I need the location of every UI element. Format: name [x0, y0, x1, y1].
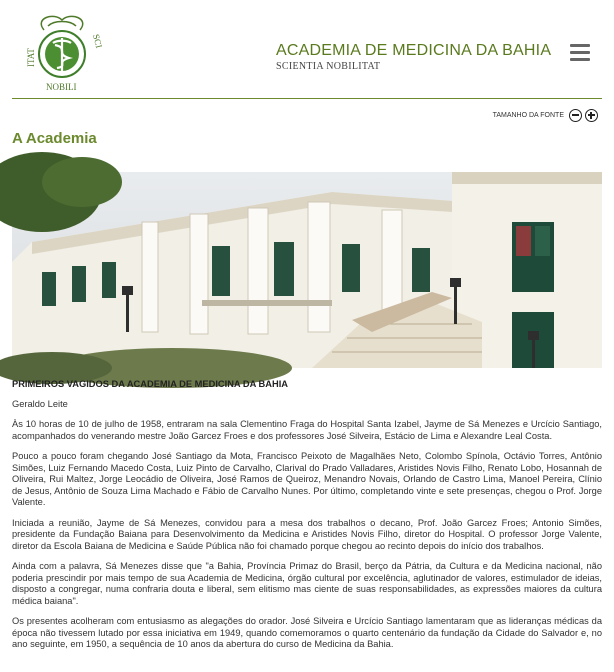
site-subtitle: SCIENTIA NOBILITAT	[276, 61, 381, 72]
svg-text:NOBILI: NOBILI	[46, 82, 77, 92]
font-size-controls	[493, 109, 598, 122]
svg-text:ITAT: ITAT	[26, 48, 36, 67]
article-author: Geraldo Leite	[12, 398, 68, 409]
site-title[interactable]: ACADEMIA DE MEDICINA DA BAHIA	[276, 42, 552, 59]
minus-circle-icon[interactable]	[569, 109, 582, 122]
menu-line	[570, 51, 590, 54]
article-heading: PRIMEIROS VAGIDOS DA ACADEMIA DE MEDICINA DA BAHIA	[12, 379, 288, 389]
menu-line	[570, 58, 590, 61]
font-size-label: TAMANHO DA FONTE	[492, 112, 564, 119]
plus-circle-icon[interactable]	[585, 109, 598, 122]
academy-building-photo	[12, 172, 602, 368]
article-paragraph: Os presentes acolheram com entusiasmo as alegações do orador. José Silveira e Urcício Santiago lamentaram que as lideranças médicas da época não tivessem lutado por essa iniciativa em 1949, quando comemoramos o quarto centenário da fundação da Cidade do Salvador e, no ano seguinte, em 1950, a sequência de 10 anos da abertura do curso de Medicina da Bahia.	[12, 616, 602, 649]
article-paragraph: Iniciada a reunião, Jayme de Sá Menezes, convidou para a mesa dos trabalhos o decano, Prof. João Garcez Froes; Antonio Simões, presidente da Fundação Baiana para Desenvolvimento da Medicina e Aristides Novis Filho, diretor do Hospital. O professor Jorge Valente, diretor da Escola Baiana de Medicina e Saúde Pública não foi chamado porque chegou ao recinto depois do início dos trabalhos.	[12, 517, 602, 551]
menu-line	[570, 44, 590, 47]
article-content	[12, 379, 602, 660]
header-divider	[12, 98, 602, 99]
svg-text:SCI: SCI	[90, 33, 105, 50]
academy-logo[interactable]	[24, 10, 105, 94]
article-paragraph: Pouco a pouco foram chegando José Santiago da Mota, Francisco Peixoto de Magalhães Neto, Colombo Spínola, Octávio Torres, Antônio Simões, Luiz Fernando Macedo Costa, Luiz Pinto de Carvalho, Clarival do Prado Valladares, Aristides Novis Filho, Renato Lobo, Hosannah de Oliveira, Rui Maltez, Jorge Leocádio de Oliveira, José Ramos de Queiroz, Menandro Novais, Orlando de Castro Lima, Manoel Pereira, Clínio de Jesus, Antônio de Souza Lima Machado e Fábio de Carvalho Nunes. Por último, completando vinte e sete presenças, chegou o Prof. Jorge Valente.	[12, 451, 602, 507]
hamburger-menu-icon[interactable]	[570, 44, 590, 62]
page-title: A Academia	[12, 130, 97, 147]
article-paragraph: Às 10 horas de 10 de julho de 1958, entraram na sala Clementino Fraga do Hospital Santa Izabel, Jayme de Sá Menezes e Urcício Santiago, acompanhados do venerando mestre João Garcez Froes e dos professores José Silveira, Estácio de Lima e Alexandre Leal Costa.	[12, 419, 602, 441]
article-paragraph: Ainda com a palavra, Sá Menezes disse que "a Bahia, Província Primaz do Brasil, berço da Pátria, da Cultura e da Medicina nacional, não poderia prescindir por mais tempo de sua Academia de Medicina, órgão cultural por excelência, aglutinador de valores, estimulador de ideias, disposto a congregar, numa confraria douta e liberal, sem elitismo mas ciente de suas responsabilidades, as expressões maiores da cultura médica baiana".	[12, 561, 602, 606]
site-header	[0, 0, 614, 100]
